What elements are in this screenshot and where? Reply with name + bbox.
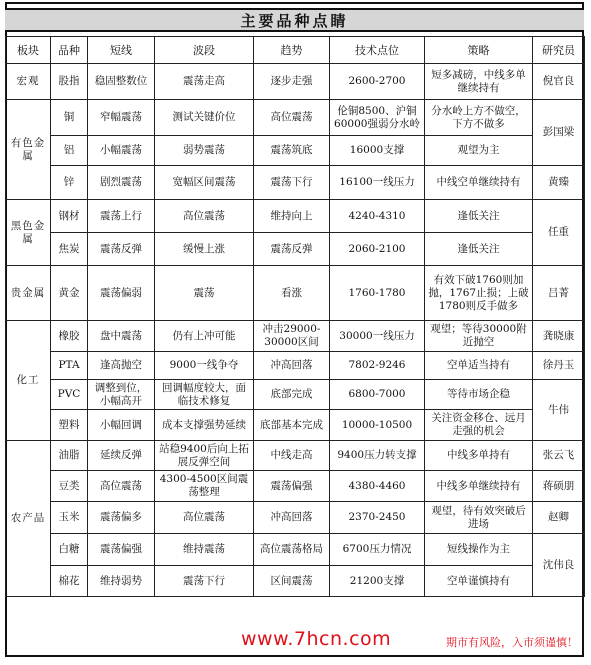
trend-cell: 区间震荡 <box>254 566 330 597</box>
strategy-cell: 中线多单继续持有 <box>425 471 533 502</box>
short-cell: 维持弱势 <box>88 566 155 597</box>
strategy-cell: 中线空单继续持有 <box>425 166 533 200</box>
header-band: 波段 <box>155 37 254 64</box>
tech-cell: 2600-2700 <box>330 64 425 100</box>
trend-cell: 震荡下行 <box>254 166 330 200</box>
analyst-cell: 吕菁 <box>533 266 585 321</box>
short-cell: 小幅回调 <box>88 410 155 441</box>
band-cell: 宽幅区间震荡 <box>155 166 254 200</box>
tech-cell: 2370-2450 <box>330 502 425 534</box>
trend-cell: 底部基本完成 <box>254 410 330 441</box>
trend-cell: 震荡偏强 <box>254 471 330 502</box>
analyst-cell: 赵卿 <box>533 502 585 534</box>
strategy-cell: 短多减磅，中线多单继续持有 <box>425 64 533 100</box>
band-cell: 回调幅度较大，面临技术修复 <box>155 380 254 410</box>
product-cell: 铜 <box>51 100 88 136</box>
table-row <box>6 100 585 136</box>
table-row <box>6 136 585 166</box>
header-sector: 板块 <box>6 37 51 64</box>
tech-cell: 伦铜8500、沪铜60000强弱分水岭 <box>330 100 425 136</box>
trend-cell: 底部完成 <box>254 380 330 410</box>
product-cell: 豆类 <box>51 471 88 502</box>
trend-cell: 震荡反弹 <box>254 233 330 266</box>
short-cell: 逢高抛空 <box>88 352 155 380</box>
band-cell: 弱势震荡 <box>155 136 254 166</box>
trend-cell: 高位震荡 <box>254 100 330 136</box>
strategy-cell: 分水岭上方不做空，下方不做多 <box>425 100 533 136</box>
trend-cell: 看涨 <box>254 266 330 321</box>
short-cell: 稳固整数位 <box>88 64 155 100</box>
table-row <box>6 534 585 566</box>
analyst-cell: 倪官良 <box>533 64 585 100</box>
band-cell: 震荡走高 <box>155 64 254 100</box>
trend-cell: 冲击29000-30000区间 <box>254 321 330 352</box>
table-row <box>6 566 585 597</box>
analyst-cell: 蒋硕朋 <box>533 471 585 502</box>
table-row <box>6 321 585 352</box>
short-cell: 剧烈震荡 <box>88 166 155 200</box>
band-cell: 高位震荡 <box>155 502 254 534</box>
product-cell: 黄金 <box>51 266 88 321</box>
table-header-row <box>6 37 585 64</box>
strategy-cell: 空单适当持有 <box>425 352 533 380</box>
band-cell: 震荡下行 <box>155 566 254 597</box>
trend-cell: 高位震荡格局 <box>254 534 330 566</box>
sector-cell: 化工 <box>6 321 51 441</box>
table-row <box>6 502 585 534</box>
band-cell: 缓慢上涨 <box>155 233 254 266</box>
short-cell: 震荡反弹 <box>88 233 155 266</box>
trend-cell: 冲高回落 <box>254 352 330 380</box>
product-cell: 股指 <box>51 64 88 100</box>
product-cell: PTA <box>51 352 88 380</box>
table-row <box>6 410 585 441</box>
trend-cell: 逐步走强 <box>254 64 330 100</box>
analyst-cell: 徐丹玉 <box>533 352 585 380</box>
product-cell: 锌 <box>51 166 88 200</box>
trend-cell: 维持向上 <box>254 200 330 233</box>
table-row <box>6 266 585 321</box>
strategy-cell: 关注资金移仓、远月走强的机会 <box>425 410 533 441</box>
short-cell: 盘中震荡 <box>88 321 155 352</box>
table-row <box>6 441 585 471</box>
band-cell: 高位震荡 <box>155 200 254 233</box>
header-analyst: 研究员 <box>533 37 585 64</box>
tech-cell: 30000一线压力 <box>330 321 425 352</box>
header-strategy: 策略 <box>425 37 533 64</box>
tech-cell: 6800-7000 <box>330 380 425 410</box>
product-cell: 玉米 <box>51 502 88 534</box>
strategy-cell: 观望；等待30000附近抛空 <box>425 321 533 352</box>
strategy-cell: 有效下破1760则加抛，1767止损；上破1780则反手做多 <box>425 266 533 321</box>
analyst-cell: 龚晓康 <box>533 321 585 352</box>
site-url-link[interactable]: www.7hcn.com <box>241 628 392 650</box>
product-cell: 油脂 <box>51 441 88 471</box>
table-row <box>6 352 585 380</box>
tech-cell: 2060-2100 <box>330 233 425 266</box>
trend-cell: 冲高回落 <box>254 502 330 534</box>
trend-cell: 震荡筑底 <box>254 136 330 166</box>
strategy-cell: 短线操作为主 <box>425 534 533 566</box>
analyst-cell: 黄臻 <box>533 166 585 200</box>
header-short: 短线 <box>88 37 155 64</box>
band-cell: 维持震荡 <box>155 534 254 566</box>
tech-cell: 10000-10500 <box>330 410 425 441</box>
short-cell: 震荡偏多 <box>88 502 155 534</box>
band-cell: 4300-4500区间震荡整理 <box>155 471 254 502</box>
sector-cell: 农产品 <box>6 441 51 597</box>
strategy-cell: 中线多单持有 <box>425 441 533 471</box>
tech-cell: 16100一线压力 <box>330 166 425 200</box>
strategy-cell: 等待市场企稳 <box>425 380 533 410</box>
band-cell: 震荡 <box>155 266 254 321</box>
product-cell: 棉花 <box>51 566 88 597</box>
band-cell: 9000一线争夺 <box>155 352 254 380</box>
table-row <box>6 166 585 200</box>
tech-cell: 21200支撑 <box>330 566 425 597</box>
sector-cell: 贵金属 <box>6 266 51 321</box>
header-trend: 趋势 <box>254 37 330 64</box>
strategy-cell: 空单谨慎持有 <box>425 566 533 597</box>
analyst-cell: 彭国梁 <box>533 100 585 166</box>
short-cell: 延续反弹 <box>88 441 155 471</box>
trend-cell: 中线走高 <box>254 441 330 471</box>
sector-cell: 宏观 <box>6 64 51 100</box>
table-row <box>6 200 585 233</box>
short-cell: 小幅震荡 <box>88 136 155 166</box>
strategy-cell: 逢低关注 <box>425 233 533 266</box>
band-cell: 成本支撑强势延续 <box>155 410 254 441</box>
short-cell: 高位震荡 <box>88 471 155 502</box>
product-cell: 钢材 <box>51 200 88 233</box>
table-row <box>6 380 585 410</box>
product-cell: 橡胶 <box>51 321 88 352</box>
tech-cell: 6700压力情况 <box>330 534 425 566</box>
short-cell: 窄幅震荡 <box>88 100 155 136</box>
strategy-cell: 逢低关注 <box>425 200 533 233</box>
table-row <box>6 64 585 100</box>
product-cell: 铝 <box>51 136 88 166</box>
short-cell: 震荡偏强 <box>88 534 155 566</box>
tech-cell: 1760-1780 <box>330 266 425 321</box>
band-cell: 站稳9400后向上拓展反弹空间 <box>155 441 254 471</box>
tech-cell: 7802-9246 <box>330 352 425 380</box>
risk-warning: 期市有风险，入市须谨慎！ <box>446 636 578 649</box>
tech-cell: 4240-4310 <box>330 200 425 233</box>
band-cell: 仍有上冲可能 <box>155 321 254 352</box>
sector-cell: 有色金属 <box>6 100 51 200</box>
tech-cell: 4380-4460 <box>330 471 425 502</box>
summary-table <box>5 36 585 597</box>
table-row <box>6 233 585 266</box>
footer <box>5 626 584 655</box>
short-cell: 震荡上行 <box>88 200 155 233</box>
band-cell: 测试关键价位 <box>155 100 254 136</box>
analyst-cell: 任重 <box>533 200 585 266</box>
analyst-cell: 牛伟 <box>533 380 585 441</box>
sector-cell: 黑色金属 <box>6 200 51 266</box>
page-title: 主要品种点睛 <box>5 8 584 32</box>
product-cell: PVC <box>51 380 88 410</box>
header-product: 品种 <box>51 37 88 64</box>
short-cell: 震荡偏弱 <box>88 266 155 321</box>
strategy-cell: 观望，待有效突破后进场 <box>425 502 533 534</box>
product-cell: 焦炭 <box>51 233 88 266</box>
table-row <box>6 471 585 502</box>
product-cell: 白糖 <box>51 534 88 566</box>
analyst-cell: 张云飞 <box>533 441 585 471</box>
header-tech: 技术点位 <box>330 37 425 64</box>
tech-cell: 16000支撑 <box>330 136 425 166</box>
strategy-cell: 观望为主 <box>425 136 533 166</box>
short-cell: 调整到位，小幅高开 <box>88 380 155 410</box>
product-cell: 塑料 <box>51 410 88 441</box>
tech-cell: 9400压力转支撑 <box>330 441 425 471</box>
analyst-cell: 沈伟良 <box>533 534 585 597</box>
